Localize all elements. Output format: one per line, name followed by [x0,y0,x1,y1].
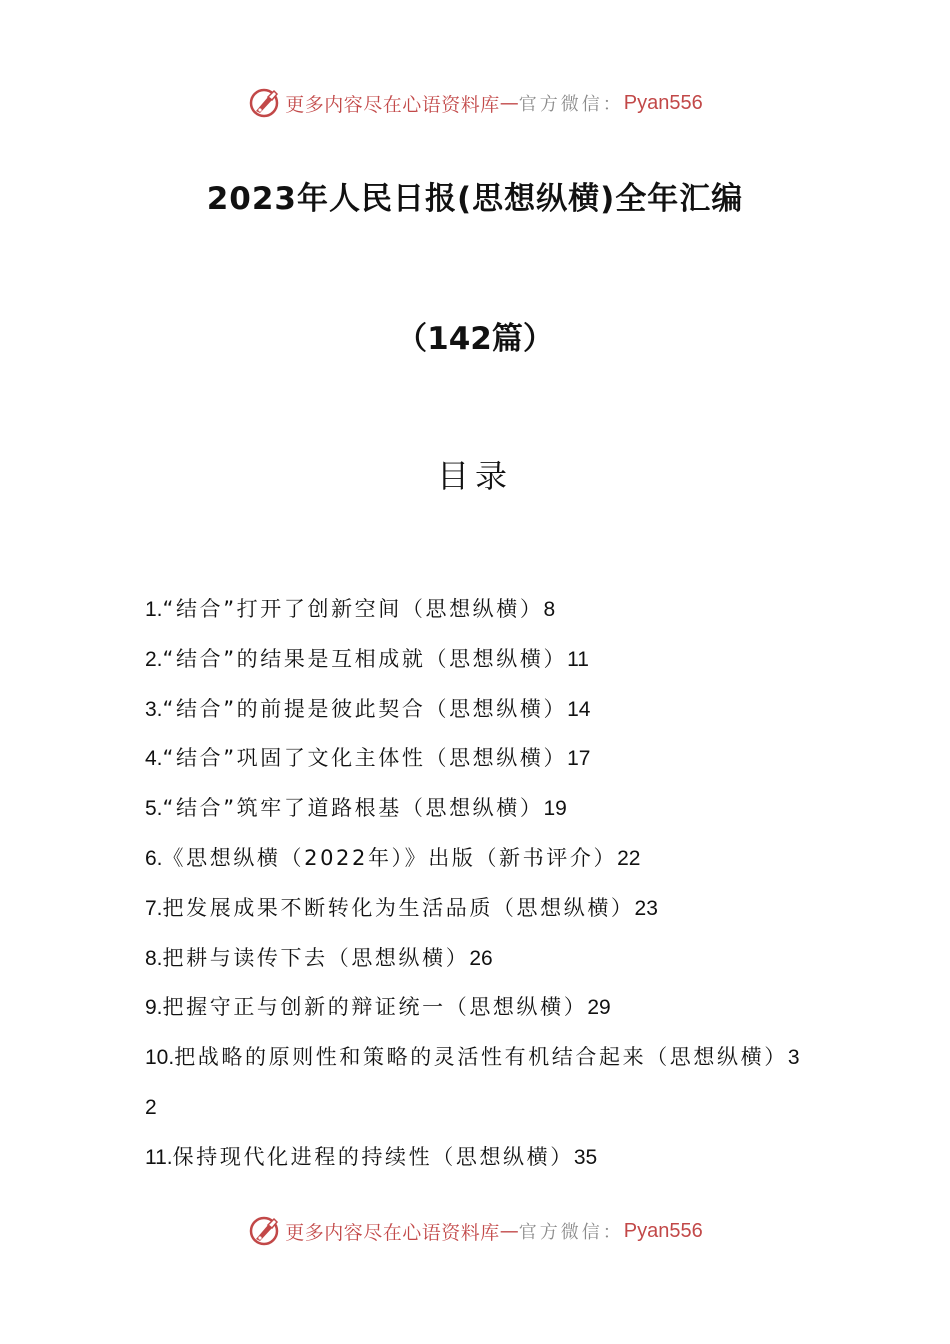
toc-item-title: 把战略的原则性和策略的灵活性有机结合起来（思想纵横） [174,1045,788,1070]
toc-item-page: 8 [543,598,556,621]
toc-item[interactable] [145,635,809,685]
toc-item-page: 14 [567,697,591,721]
toc-item[interactable] [145,934,809,984]
pen-nib-logo-icon [247,1214,281,1248]
footer-banner [0,1211,950,1251]
toc-item-title: 把耕与读传下去（思想纵横） [162,945,470,970]
toc-item-page: 11 [567,647,589,671]
toc-heading: 目录 [436,457,513,495]
toc-item[interactable] [145,834,809,884]
header-banner-content [247,86,702,120]
toc-item-title: 把握守正与创新的辩证统一（思想纵横） [162,995,588,1020]
toc-item-title: “结合”的结果是互相成就（思想纵横） [162,646,568,671]
banner-wechat-label: 官方微信： [518,1222,624,1243]
toc-item-number: 10. [145,1046,175,1070]
toc-item-title: 《思想纵横（2022年）》出版（新书评介） [162,845,618,870]
toc-item-title: 保持现代化进程的持续性（思想纵横） [172,1144,574,1169]
toc-item-page: 17 [567,747,591,771]
banner-wechat-id: Pyan556 [623,91,703,114]
toc-item[interactable] [145,585,809,635]
toc-item[interactable] [145,1133,809,1183]
toc-item-page: 26 [469,946,493,970]
toc-item-number: 3. [145,697,163,721]
banner-dash: — [499,1220,519,1242]
toc-item-title: “结合”的前提是彼此契合（思想纵横） [162,696,568,721]
toc-item-number: 5. [145,797,163,821]
pen-nib-logo-icon [247,86,281,120]
document-subtitle: （142篇） [396,321,554,357]
banner-slogan: 更多内容尽在心语资料库 [285,1221,500,1244]
toc-item-number: 1. [145,598,163,621]
header-banner [0,83,950,123]
table-of-contents [145,585,809,1183]
banner-wechat-id: Pyan556 [623,1219,703,1242]
toc-item-page: 29 [587,996,611,1020]
toc-item-page: 22 [617,846,641,870]
toc-item[interactable] [145,884,809,934]
toc-item-number: 7. [145,896,163,920]
toc-item[interactable] [145,685,809,735]
banner-dash: — [499,92,519,114]
banner-slogan: 更多内容尽在心语资料库 [285,93,500,116]
toc-item[interactable] [145,734,809,784]
toc-item[interactable] [145,1033,809,1133]
document-title: 2023年人民日报(思想纵横)全年汇编 [206,181,744,217]
toc-item-page: 19 [543,797,567,821]
toc-item-page: 23 [634,896,658,920]
toc-item-number: 4. [145,747,163,771]
toc-item-page: 32 [145,1046,800,1119]
toc-item-number: 11. [145,1145,173,1169]
toc-item-title: “结合”筑牢了道路根基（思想纵横） [162,796,544,821]
toc-item-page: 35 [573,1145,598,1169]
toc-item-number: 6. [145,846,163,870]
footer-banner-content [247,1214,702,1248]
toc-item-number: 8. [145,946,163,970]
banner-wechat-label: 官方微信： [518,94,624,115]
toc-item-title: “结合”巩固了文化主体性（思想纵横） [162,746,568,771]
toc-item[interactable] [145,784,809,834]
toc-item-title: “结合”打开了创新空间（思想纵横） [162,597,544,621]
toc-item[interactable] [145,983,809,1033]
toc-item-number: 9. [145,996,163,1020]
toc-item-title: 把发展成果不断转化为生活品质（思想纵横） [162,895,635,920]
toc-item-number: 2. [145,647,163,671]
